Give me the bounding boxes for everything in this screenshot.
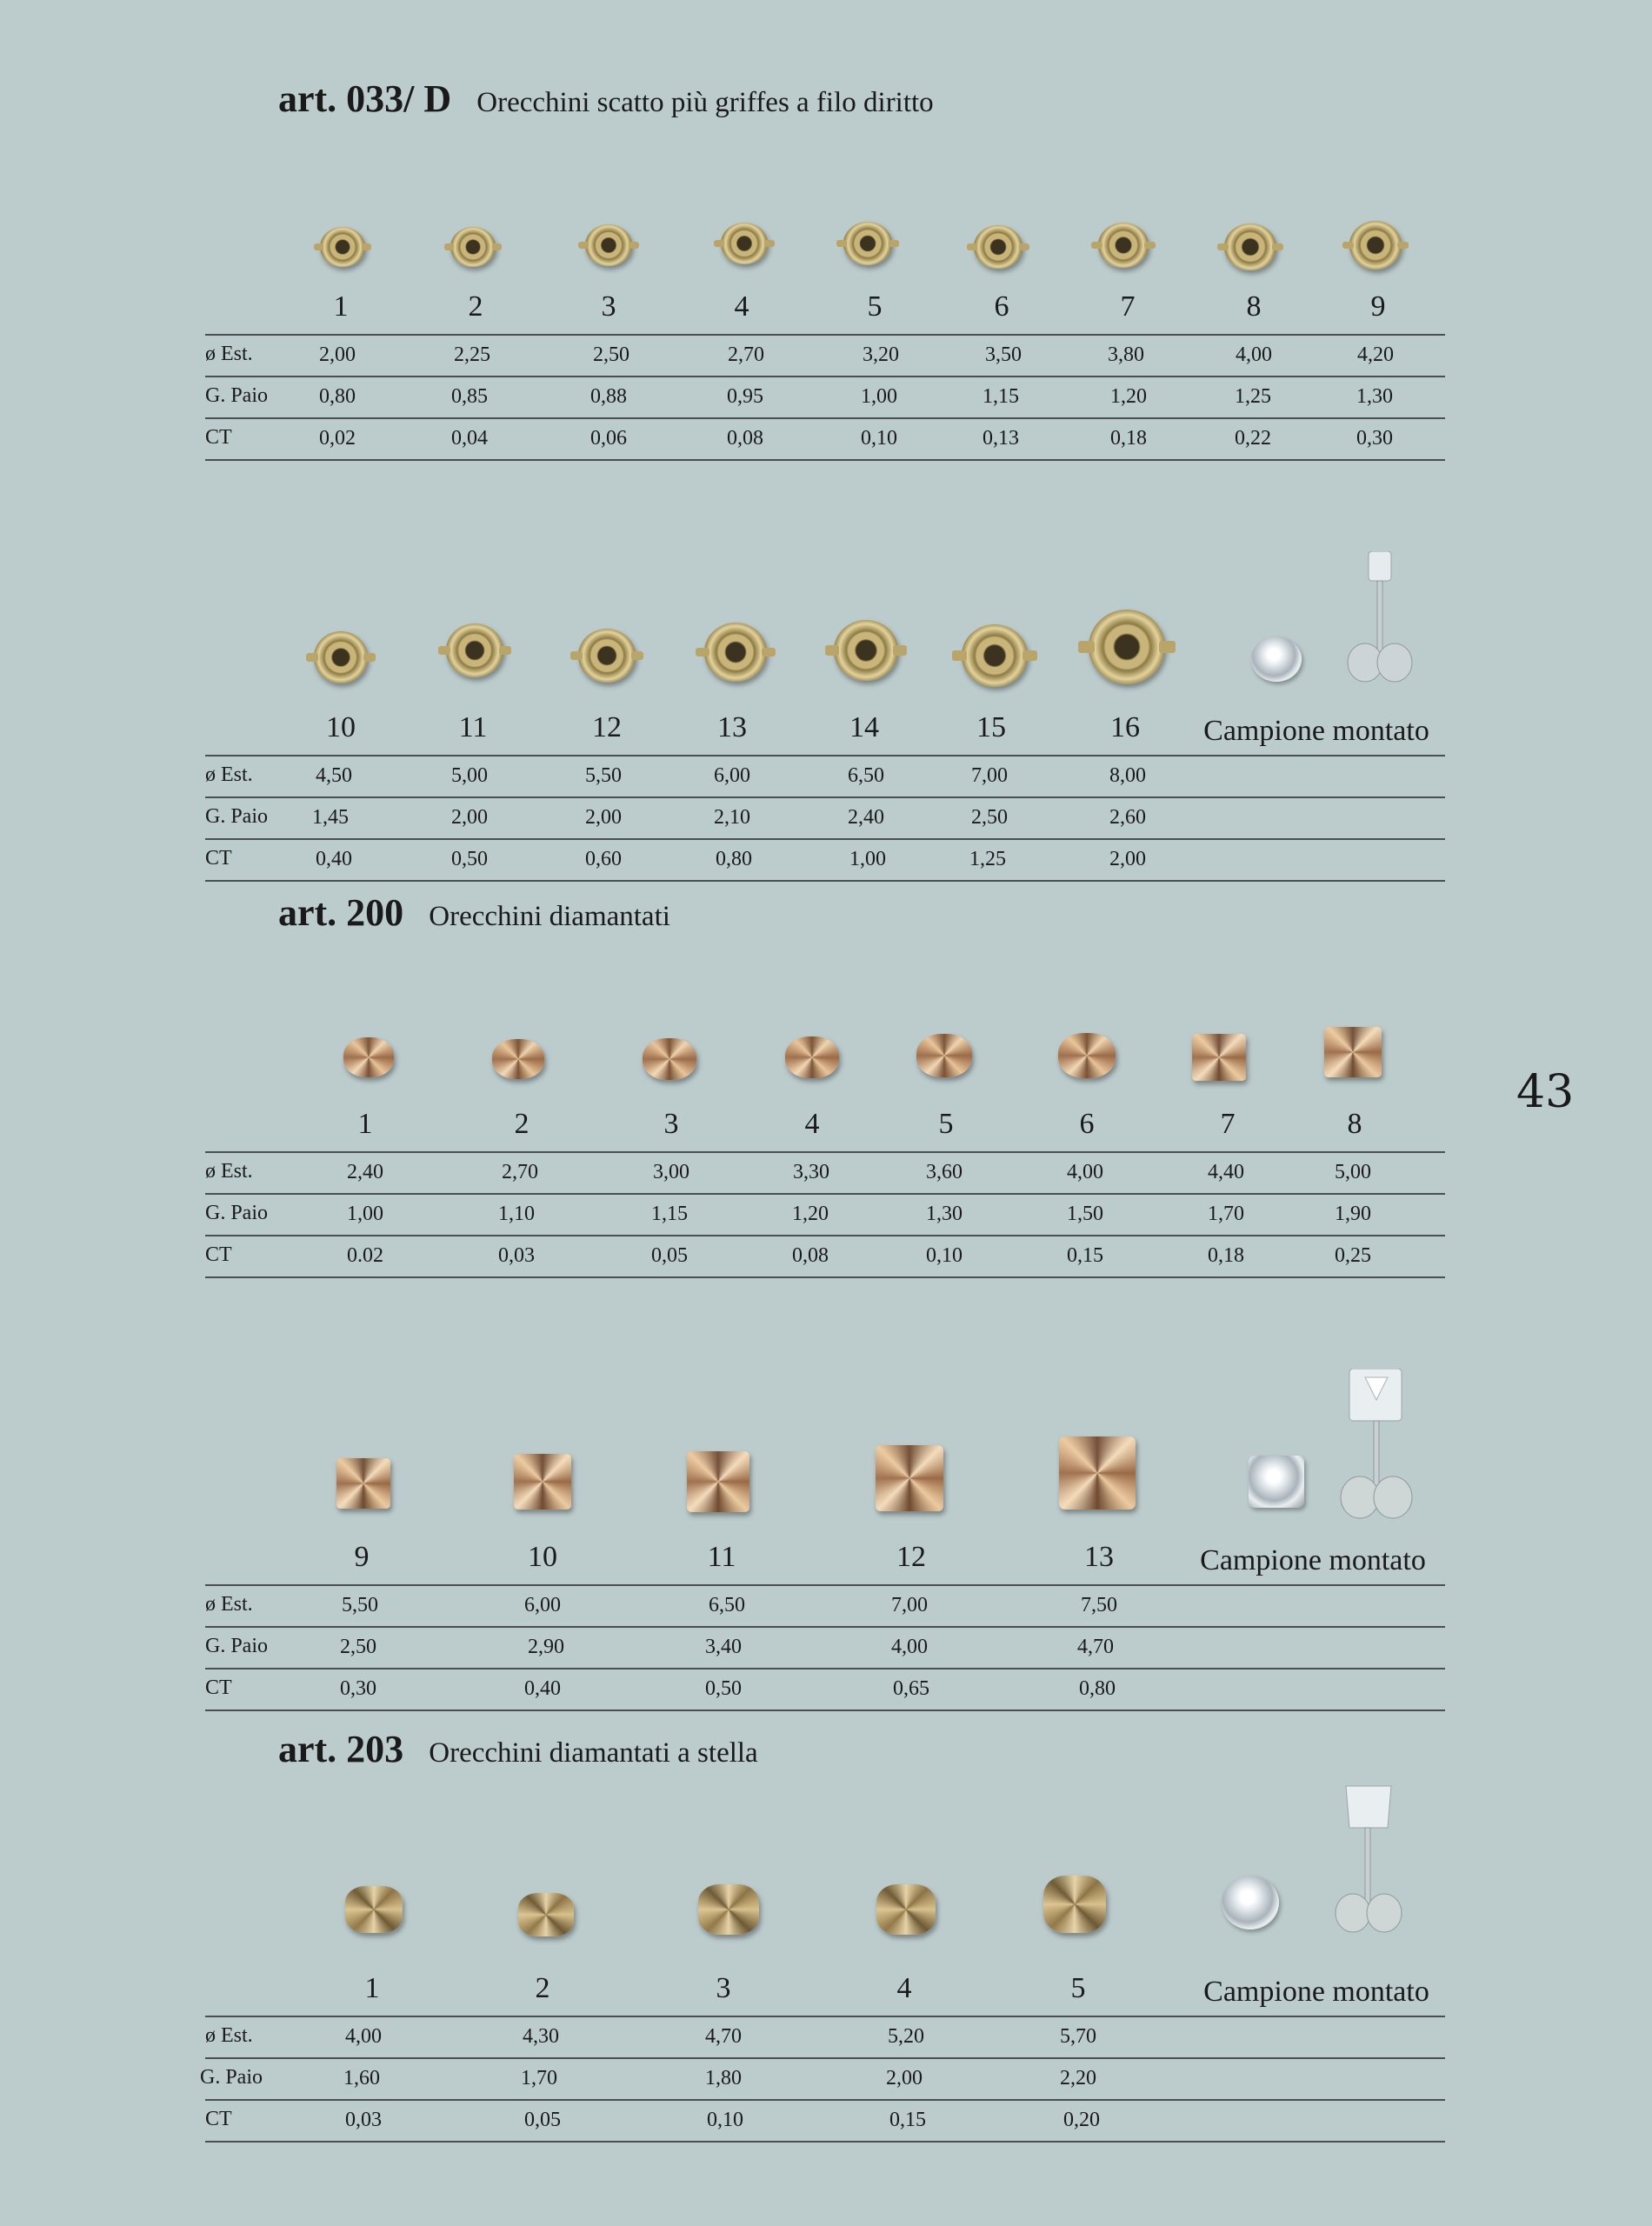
art203-description: Orecchini diamantati a stella — [429, 1737, 758, 1769]
size-number: 4 — [896, 1972, 912, 2004]
size-number: 13 — [1084, 1541, 1114, 1573]
size-number: 3 — [716, 1972, 731, 2004]
ct-value: 0,03 — [498, 1244, 535, 1267]
paio-label: G. Paio — [205, 1202, 268, 1224]
size-number: 12 — [896, 1541, 926, 1573]
est-label: ø Est. — [205, 763, 253, 786]
paio-value: 2,50 — [340, 1636, 376, 1658]
est-value: 4,50 — [316, 764, 352, 787]
number-row — [205, 1541, 1445, 1586]
ct-value: 0,10 — [707, 2109, 743, 2131]
earring-setting-image — [1089, 610, 1165, 684]
paio-value: 1,15 — [983, 385, 1019, 408]
ct-value: 0,05 — [524, 2109, 561, 2131]
size-number: 13 — [717, 711, 747, 743]
earring-setting-image — [585, 224, 632, 266]
ct-value: 0,30 — [340, 1677, 376, 1700]
est-row — [205, 756, 1445, 798]
est-label: ø Est. — [205, 1593, 253, 1616]
paio-value: 1,70 — [521, 2067, 557, 2089]
ct-label: CT — [205, 426, 232, 449]
paio-value: 1,90 — [1335, 1203, 1371, 1225]
est-value: 3,60 — [926, 1161, 963, 1183]
est-value: 2,50 — [593, 343, 629, 366]
ct-value: 0,05 — [651, 1244, 688, 1267]
est-value: 7,00 — [891, 1594, 928, 1616]
paio-value: 2,20 — [1060, 2067, 1096, 2089]
paio-label: G. Paio — [205, 805, 268, 828]
est-value: 3,80 — [1108, 343, 1144, 366]
ct-value: 0,03 — [345, 2109, 382, 2131]
est-row — [205, 1153, 1445, 1195]
size-number: 8 — [1347, 1108, 1362, 1140]
est-value: 2,25 — [454, 343, 490, 366]
art200-title — [278, 890, 670, 935]
est-value: 5,50 — [585, 764, 622, 787]
size-number: 9 — [354, 1541, 370, 1573]
ct-row — [205, 419, 1445, 461]
est-value: 3,20 — [863, 343, 899, 366]
earring-setting-image — [1059, 1436, 1136, 1510]
mounted-diamond-image — [1251, 636, 1302, 682]
ct-value: 1,00 — [849, 848, 886, 870]
ct-value: 0,60 — [585, 848, 622, 870]
est-value: 5,70 — [1060, 2025, 1096, 2048]
art200-description: Orecchini diamantati — [429, 901, 670, 932]
size-number: 5 — [938, 1108, 954, 1140]
est-value: 5,50 — [342, 1594, 378, 1616]
earring-setting-image — [843, 222, 892, 265]
paio-value: 3,40 — [705, 1636, 742, 1658]
ct-value: 0,50 — [451, 848, 488, 870]
art033-table-1 — [205, 290, 1445, 461]
est-value: 2,40 — [347, 1161, 383, 1183]
ct-row — [205, 1670, 1445, 1711]
paio-row — [205, 1195, 1445, 1236]
earring-setting-image — [1192, 1034, 1246, 1081]
est-row — [205, 2017, 1445, 2059]
est-value: 2,70 — [728, 343, 764, 366]
est-value: 5,00 — [451, 764, 488, 787]
ct-label: CT — [205, 847, 232, 870]
est-value: 5,00 — [1335, 1161, 1371, 1183]
art203-table-1 — [200, 1972, 1445, 2143]
paio-row — [205, 798, 1445, 840]
size-number: 1 — [333, 290, 349, 323]
paio-value: 0,85 — [451, 385, 488, 408]
art033-title — [278, 77, 934, 121]
paio-value: 1,20 — [1110, 385, 1147, 408]
size-number: 14 — [849, 711, 879, 743]
earring-setting-image — [916, 1034, 972, 1077]
paio-value: 1,50 — [1067, 1203, 1103, 1225]
size-number: 10 — [326, 711, 356, 743]
art200-code: art. 200 — [278, 891, 404, 934]
earring-setting-image — [1058, 1033, 1116, 1078]
est-value: 8,00 — [1109, 764, 1146, 787]
est-value: 4,20 — [1357, 343, 1394, 366]
earring-setting-image — [345, 1886, 403, 1933]
art200-table-2 — [205, 1541, 1445, 1711]
est-value: 6,50 — [848, 764, 884, 787]
paio-value: 1,00 — [347, 1203, 383, 1225]
paio-value: 2,50 — [971, 806, 1008, 829]
paio-value: 0,95 — [727, 385, 763, 408]
art033-description: Orecchini scatto più griffes a filo diritto — [476, 87, 934, 118]
earring-setting-image — [320, 227, 365, 267]
ct-value: 0,06 — [590, 427, 627, 450]
est-label: ø Est. — [205, 343, 253, 365]
ct-value: 0,50 — [705, 1677, 742, 1700]
est-value: 3,00 — [653, 1161, 689, 1183]
ct-row — [205, 840, 1445, 882]
paio-row — [205, 1628, 1445, 1670]
est-value: 2,00 — [319, 343, 356, 366]
mounted-diamond-image — [1222, 1876, 1279, 1929]
ct-label: CT — [205, 2108, 232, 2130]
ct-value: 2,00 — [1109, 848, 1146, 870]
page-number: 43 — [1516, 1066, 1575, 1118]
art200-table-1 — [205, 1108, 1445, 1278]
paio-value: 0,88 — [590, 385, 627, 408]
ct-value: 0,13 — [983, 427, 1019, 450]
earring-post-icon — [1344, 551, 1414, 690]
size-number: 2 — [468, 290, 483, 323]
est-value: 6,00 — [524, 1594, 561, 1616]
paio-value: 1,60 — [343, 2067, 380, 2089]
est-value: 3,50 — [985, 343, 1022, 366]
paio-value: 2,40 — [848, 806, 884, 829]
size-number: 5 — [867, 290, 883, 323]
est-row — [205, 336, 1445, 377]
paio-row — [205, 377, 1445, 419]
ct-value: 0,15 — [1067, 1244, 1103, 1267]
paio-value: 4,00 — [891, 1636, 928, 1658]
paio-value: 4,70 — [1077, 1636, 1114, 1658]
est-value: 2,70 — [502, 1161, 538, 1183]
ct-value: 0,04 — [451, 427, 488, 450]
size-number: 5 — [1070, 1972, 1086, 2004]
est-value: 4,00 — [1236, 343, 1272, 366]
earring-setting-image — [834, 620, 898, 681]
ct-value: 0.02 — [347, 1244, 383, 1267]
size-number: 3 — [601, 290, 616, 323]
ct-row — [205, 1236, 1445, 1278]
earring-setting-image — [962, 624, 1028, 687]
est-value: 4,70 — [705, 2025, 742, 2048]
earring-setting-image — [974, 225, 1023, 269]
earring-setting-image — [1224, 223, 1276, 270]
earring-setting-image — [698, 1884, 759, 1935]
size-number: 15 — [976, 711, 1006, 743]
earring-setting-image — [643, 1038, 696, 1080]
est-value: 6,50 — [709, 1594, 745, 1616]
paio-value: 2,10 — [714, 806, 750, 829]
paio-value: 1,20 — [792, 1203, 829, 1225]
paio-label: G. Paio — [205, 384, 268, 407]
paio-value: 1,10 — [498, 1203, 535, 1225]
ct-value: 0,20 — [1063, 2109, 1100, 2131]
paio-value: 2,00 — [451, 806, 488, 829]
paio-value: 1,45 — [312, 806, 349, 829]
ct-value: 0,02 — [319, 427, 356, 450]
ct-value: 0,18 — [1110, 427, 1147, 450]
paio-value: 1,15 — [651, 1203, 688, 1225]
earring-setting-image — [785, 1036, 839, 1078]
ct-value: 0,10 — [861, 427, 897, 450]
earring-post-icon — [1334, 1783, 1403, 1936]
est-value: 4,00 — [345, 2025, 382, 2048]
paio-value: 2,00 — [585, 806, 622, 829]
paio-value: 1,30 — [926, 1203, 963, 1225]
earring-setting-image — [450, 227, 496, 267]
paio-label: G. Paio — [200, 2066, 263, 2089]
ct-value: 0,80 — [1079, 1677, 1116, 1700]
number-row — [205, 290, 1445, 336]
ct-value: 0,10 — [926, 1244, 963, 1267]
est-value: 5,20 — [888, 2025, 924, 2048]
number-row — [205, 1972, 1445, 2017]
earring-setting-image — [336, 1458, 390, 1509]
earring-post-icon — [1339, 1369, 1414, 1520]
est-value: 4,40 — [1208, 1161, 1244, 1183]
campione-label: Campione montato — [1203, 715, 1429, 747]
art203-title — [278, 1727, 758, 1771]
size-number: 1 — [357, 1108, 373, 1140]
paio-value: 1,70 — [1208, 1203, 1244, 1225]
ct-value: 0,15 — [889, 2109, 926, 2131]
size-number: 11 — [707, 1541, 736, 1573]
earring-setting-image — [1043, 1876, 1106, 1933]
est-label: ø Est. — [205, 2024, 253, 2047]
est-value: 4,30 — [523, 2025, 559, 2048]
paio-value: 2,60 — [1109, 806, 1146, 829]
paio-value: 1,25 — [1235, 385, 1271, 408]
earring-setting-image — [1098, 223, 1149, 268]
number-row — [205, 1108, 1445, 1153]
ct-value: 0,08 — [792, 1244, 829, 1267]
size-number: 10 — [528, 1541, 557, 1573]
ct-value: 0,40 — [316, 848, 352, 870]
paio-value: 2,00 — [886, 2067, 923, 2089]
size-number: 2 — [535, 1972, 550, 2004]
campione-label: Campione montato — [1200, 1544, 1426, 1576]
paio-label: G. Paio — [205, 1635, 268, 1657]
earring-setting-image — [514, 1454, 571, 1510]
size-number: 4 — [734, 290, 749, 323]
ct-value: 0,25 — [1335, 1244, 1371, 1267]
est-label: ø Est. — [205, 1160, 253, 1183]
number-row — [205, 711, 1445, 756]
ct-value: 0,08 — [727, 427, 763, 450]
paio-value: 1,00 — [861, 385, 897, 408]
size-number: 4 — [804, 1108, 820, 1140]
size-number: 12 — [592, 711, 622, 743]
earring-setting-image — [1349, 221, 1402, 270]
ct-value: 0,80 — [716, 848, 752, 870]
ct-value: 0,18 — [1208, 1244, 1244, 1267]
est-value: 7,00 — [971, 764, 1008, 787]
size-number: 9 — [1370, 290, 1386, 323]
earring-setting-image — [578, 629, 636, 683]
est-value: 3,30 — [793, 1161, 829, 1183]
paio-value: 1,30 — [1356, 385, 1393, 408]
size-number: 2 — [514, 1108, 530, 1140]
ct-row — [205, 2101, 1445, 2143]
earring-setting-image — [687, 1451, 749, 1512]
ct-value: 0,65 — [893, 1677, 929, 1700]
earring-setting-image — [446, 623, 503, 677]
paio-row — [200, 2059, 1445, 2101]
earring-setting-image — [721, 223, 768, 264]
mounted-diamond-image — [1249, 1456, 1304, 1508]
size-number: 7 — [1220, 1108, 1236, 1140]
size-number: 1 — [364, 1972, 380, 2004]
size-number: 8 — [1246, 290, 1262, 323]
est-value: 7,50 — [1081, 1594, 1117, 1616]
est-value: 4,00 — [1067, 1161, 1103, 1183]
art203-code: art. 203 — [278, 1728, 404, 1770]
art033-code: art. 033/ D — [278, 77, 452, 120]
size-number: 3 — [663, 1108, 679, 1140]
campione-label: Campione montato — [1203, 1976, 1429, 2008]
earring-setting-image — [876, 1884, 936, 1935]
ct-label: CT — [205, 1676, 232, 1699]
size-number: 11 — [458, 711, 488, 743]
earring-setting-image — [1324, 1027, 1382, 1077]
paio-value: 0,80 — [319, 385, 356, 408]
ct-value: 0,40 — [524, 1677, 561, 1700]
paio-value: 2,90 — [528, 1636, 564, 1658]
art033-table-2 — [205, 711, 1445, 882]
size-number: 16 — [1110, 711, 1140, 743]
ct-value: 1,25 — [969, 848, 1006, 870]
size-number: 6 — [1079, 1108, 1095, 1140]
earring-setting-image — [518, 1893, 574, 1936]
ct-value: 0,22 — [1235, 427, 1271, 450]
earring-setting-image — [704, 623, 767, 682]
est-value: 6,00 — [714, 764, 750, 787]
est-row — [205, 1586, 1445, 1628]
earring-setting-image — [876, 1445, 943, 1511]
ct-value: 0,30 — [1356, 427, 1393, 450]
paio-value: 1,80 — [705, 2067, 742, 2089]
earring-setting-image — [314, 631, 368, 683]
ct-label: CT — [205, 1243, 232, 1266]
earring-setting-image — [343, 1037, 394, 1077]
size-number: 7 — [1120, 290, 1136, 323]
size-number: 6 — [994, 290, 1009, 323]
earring-setting-image — [492, 1039, 544, 1079]
